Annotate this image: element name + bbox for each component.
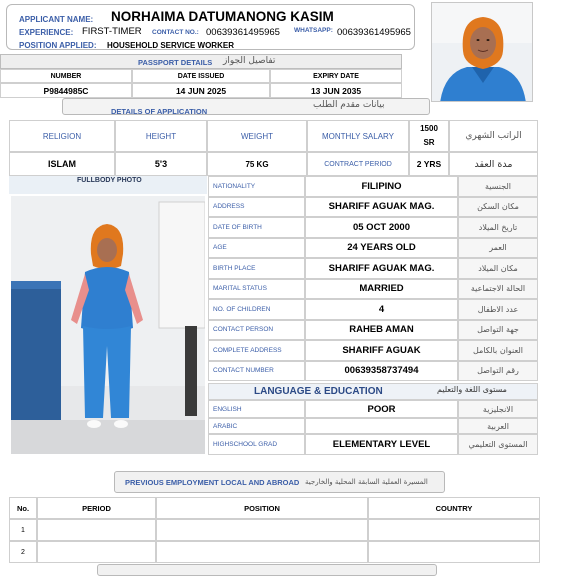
- detail-value: 05 OCT 2000: [352, 221, 411, 233]
- height-label: HEIGHT: [145, 131, 177, 141]
- passport-issued-header: [132, 69, 270, 83]
- salary-value: 1500: [420, 124, 438, 133]
- contract-ar-cell: [449, 152, 538, 176]
- salary-unit: SR: [423, 138, 435, 147]
- language-label-cell: [208, 418, 305, 434]
- detail-label-ar: جهة التواصل: [477, 325, 519, 335]
- detail-value: SHARIFF AGUAK MAG.: [328, 201, 435, 213]
- height-value: 5'3: [154, 159, 168, 169]
- detail-value: RAHEB AMAN: [349, 324, 414, 336]
- detail-label-ar: مكان الميلاد: [478, 263, 518, 273]
- employment-header-position-label: POSITION: [244, 503, 280, 513]
- fullbody-photo-label: FULLBODY PHOTO: [77, 177, 142, 184]
- employment-row-1-position: [156, 519, 368, 541]
- employment-table: [9, 497, 540, 564]
- language-title: LANGUAGE & EDUCATION: [254, 386, 383, 397]
- language-label-cell: [208, 400, 305, 418]
- employment-header-period-label: PERIOD: [82, 503, 111, 513]
- detail-label: CONTACT PERSON: [213, 326, 274, 334]
- application-title-bar: [62, 98, 430, 115]
- detail-value: 24 YEARS OLD: [347, 242, 416, 254]
- detail-value: SHARIFF AGUAK MAG.: [328, 262, 435, 274]
- language-value-cell: [305, 434, 458, 455]
- employment-row-1-country: [368, 519, 540, 541]
- detail-value-cell: [305, 176, 458, 197]
- detail-value: FILIPINO: [361, 180, 402, 192]
- passport-title: PASSPORT DETAILS: [138, 58, 213, 67]
- language-ar-cell: [458, 400, 538, 418]
- language-label: HIGHSCHOOL GRAD: [213, 441, 278, 448]
- detail-ar-cell: [458, 217, 538, 238]
- position-value: HOUSEHOLD SERVICE WORKER: [107, 41, 234, 50]
- employment-header-country: [368, 497, 540, 519]
- fullbody-photo: [11, 196, 205, 454]
- detail-label: MARITAL STATUS: [213, 285, 267, 293]
- language-ar-cell: [458, 418, 538, 434]
- language-label-ar: العربية: [487, 421, 509, 431]
- detail-ar-cell: [458, 299, 538, 320]
- language-title-ar: مستوى اللغة والتعليم: [437, 385, 507, 394]
- salary-value-cell: [409, 120, 449, 152]
- language-label-cell: [208, 434, 305, 455]
- detail-label-ar: عدد الاطفال: [477, 304, 519, 314]
- detail-label-cell: [208, 279, 305, 300]
- employment-row-1-no: [9, 519, 37, 541]
- detail-label-ar: تاريخ الميلاد: [478, 222, 518, 232]
- language-label: ARABIC: [213, 422, 238, 430]
- passport-issued-label: DATE ISSUED: [177, 72, 225, 80]
- application-title-ar: بيانات مقدم الطلب: [313, 100, 385, 110]
- detail-value-cell: [305, 238, 458, 259]
- passport-expiry-value: 13 JUN 2035: [310, 85, 362, 96]
- application-title: DETAILS OF APPLICATION: [111, 107, 208, 116]
- employment-title-bar: [114, 471, 445, 493]
- detail-row: [208, 299, 538, 320]
- detail-ar-cell: [458, 361, 538, 382]
- detail-label-ar: الجنسية: [484, 181, 512, 191]
- detail-row: [208, 258, 538, 279]
- language-label-ar: الانجليزية: [482, 404, 514, 414]
- detail-label-ar: العمر: [489, 243, 507, 253]
- employment-title-ar: المسيرة العملية السابقة المحلية والخارجية: [305, 478, 428, 486]
- passport-issued-cell: [132, 83, 270, 98]
- language-ar-cell: [458, 434, 538, 455]
- whatsapp-label: WHATSAPP:: [294, 27, 333, 34]
- applicant-header: [6, 4, 415, 50]
- applicant-name-label: APPLICANT NAME:: [19, 15, 94, 24]
- religion-header: [9, 120, 115, 152]
- salary-label: MONTHLY SALARY: [321, 131, 395, 141]
- language-table: [208, 400, 538, 455]
- salary-header: [307, 120, 409, 152]
- employment-header-no-label: No.: [16, 503, 30, 513]
- passport-expiry-cell: [270, 83, 402, 98]
- employment-title: PREVIOUS EMPLOYMENT LOCAL AND ABROAD: [125, 478, 300, 487]
- passport-title-bar: [0, 54, 402, 69]
- headshot-photo: [431, 2, 533, 102]
- weight-label: WEIGHT: [241, 131, 273, 141]
- employment-row-1-no-value: 1: [21, 526, 25, 534]
- employment-row-2-country: [368, 541, 540, 563]
- passport-number-header: [0, 69, 132, 83]
- passport-expiry-header: [270, 69, 402, 83]
- employment-row-1-period: [37, 519, 156, 541]
- passport-issued-value: 14 JUN 2025: [175, 85, 227, 96]
- passport-expiry-label: EXPIRY DATE: [313, 72, 359, 80]
- employment-header-period: [37, 497, 156, 519]
- contract-cell: [409, 152, 449, 176]
- detail-value-cell: [305, 340, 458, 361]
- detail-row: [208, 197, 538, 218]
- language-label: ENGLISH: [213, 405, 242, 413]
- detail-label-cell: [208, 238, 305, 259]
- detail-value: 00639358737494: [344, 365, 419, 377]
- position-label: POSITION APPLIED:: [19, 41, 97, 50]
- detail-ar-cell: [458, 340, 538, 361]
- detail-label-ar: العنوان بالكامل: [472, 345, 523, 355]
- language-value-cell: [305, 400, 458, 418]
- detail-label-cell: [208, 197, 305, 218]
- height-cell: [115, 152, 207, 176]
- employment-row-2-period: [37, 541, 156, 563]
- detail-value: SHARIFF AGUAK: [342, 344, 421, 356]
- whatsapp-value: 00639361495965: [337, 27, 411, 38]
- detail-row: [208, 238, 538, 259]
- language-label-ar: المستوى التعليمي: [468, 440, 528, 449]
- detail-label-cell: [208, 320, 305, 341]
- applicant-name: NORHAIMA DATUMANONG KASIM: [111, 9, 334, 24]
- language-value-cell: [305, 418, 458, 434]
- detail-label: DATE OF BIRTH: [213, 223, 262, 231]
- experience-value: FIRST-TIMER: [82, 26, 142, 37]
- language-value: ELEMENTARY LEVEL: [332, 439, 431, 450]
- contact-value: 00639361495965: [206, 27, 280, 38]
- passport-number-cell: [0, 83, 132, 98]
- detail-value-cell: [305, 258, 458, 279]
- detail-value-cell: [305, 197, 458, 218]
- detail-label: BIRTH PLACE: [213, 264, 256, 272]
- religion-value: ISLAM: [48, 159, 76, 169]
- detail-row: [208, 340, 538, 361]
- detail-ar-cell: [458, 176, 538, 197]
- weight-cell: [207, 152, 307, 176]
- weight-value: 75 KG: [245, 159, 269, 169]
- salary-ar: الراتب الشهري: [465, 131, 522, 141]
- detail-ar-cell: [458, 258, 538, 279]
- contract-value: 2 YRS: [416, 159, 442, 169]
- employment-header-no: [9, 497, 37, 519]
- next-section-bar: [97, 564, 437, 576]
- fullbody-photo-label-bar: [9, 176, 207, 194]
- attribute-grid: [9, 120, 538, 176]
- language-title-bar: [208, 383, 538, 400]
- detail-row: [208, 279, 538, 300]
- employment-header-country-label: COUNTRY: [435, 503, 473, 513]
- detail-label-cell: [208, 340, 305, 361]
- detail-label-cell: [208, 361, 305, 382]
- employment-row-2-no-value: 2: [21, 548, 25, 556]
- detail-label-cell: [208, 217, 305, 238]
- religion-cell: [9, 152, 115, 176]
- passport-number-value: P9844985C: [43, 85, 89, 96]
- detail-label-cell: [208, 176, 305, 197]
- employment-row-2-position: [156, 541, 368, 563]
- detail-value: MARRIED: [359, 283, 404, 295]
- personal-details-table: [208, 176, 538, 381]
- detail-label: COMPLETE ADDRESS: [213, 346, 282, 354]
- language-row: [208, 400, 538, 418]
- detail-value-cell: [305, 299, 458, 320]
- detail-label-cell: [208, 258, 305, 279]
- detail-label: AGE: [213, 244, 227, 252]
- contract-label: CONTRACT PERIOD: [324, 160, 392, 168]
- detail-label-ar: الحالة الاجتماعية: [470, 284, 526, 294]
- employment-row-2-no: [9, 541, 37, 563]
- language-value: POOR: [367, 403, 396, 415]
- detail-label: CONTACT NUMBER: [213, 367, 274, 375]
- language-row: [208, 418, 538, 434]
- detail-label: NATIONALITY: [213, 182, 256, 190]
- detail-value: 4: [378, 303, 385, 315]
- detail-ar-cell: [458, 279, 538, 300]
- weight-header: [207, 120, 307, 152]
- detail-value-cell: [305, 320, 458, 341]
- height-header: [115, 120, 207, 152]
- contract-header: [307, 152, 409, 176]
- detail-ar-cell: [458, 197, 538, 218]
- detail-label-ar: رقم التواصل: [477, 366, 519, 376]
- passport-title-ar: تفاصيل الجواز: [223, 56, 276, 66]
- experience-label: EXPERIENCE:: [19, 28, 74, 37]
- detail-value-cell: [305, 279, 458, 300]
- passport-section: [0, 54, 402, 98]
- salary-ar-cell: [449, 120, 538, 152]
- employment-header-position: [156, 497, 368, 519]
- detail-label-cell: [208, 299, 305, 320]
- detail-ar-cell: [458, 238, 538, 259]
- detail-row: [208, 217, 538, 238]
- language-row: [208, 434, 538, 455]
- detail-row: [208, 320, 538, 341]
- detail-row: [208, 176, 538, 197]
- detail-value-cell: [305, 217, 458, 238]
- detail-value-cell: [305, 361, 458, 382]
- detail-label: ADDRESS: [213, 203, 245, 211]
- detail-label-ar: مكان السكن: [477, 202, 519, 212]
- detail-ar-cell: [458, 320, 538, 341]
- passport-number-label: NUMBER: [50, 72, 82, 80]
- detail-row: [208, 361, 538, 382]
- contract-ar: مدة العقد: [474, 158, 513, 170]
- religion-label: RELIGION: [42, 131, 82, 141]
- detail-label: NO. OF CHILDREN: [213, 305, 271, 313]
- contact-label: CONTACT NO.:: [152, 29, 199, 36]
